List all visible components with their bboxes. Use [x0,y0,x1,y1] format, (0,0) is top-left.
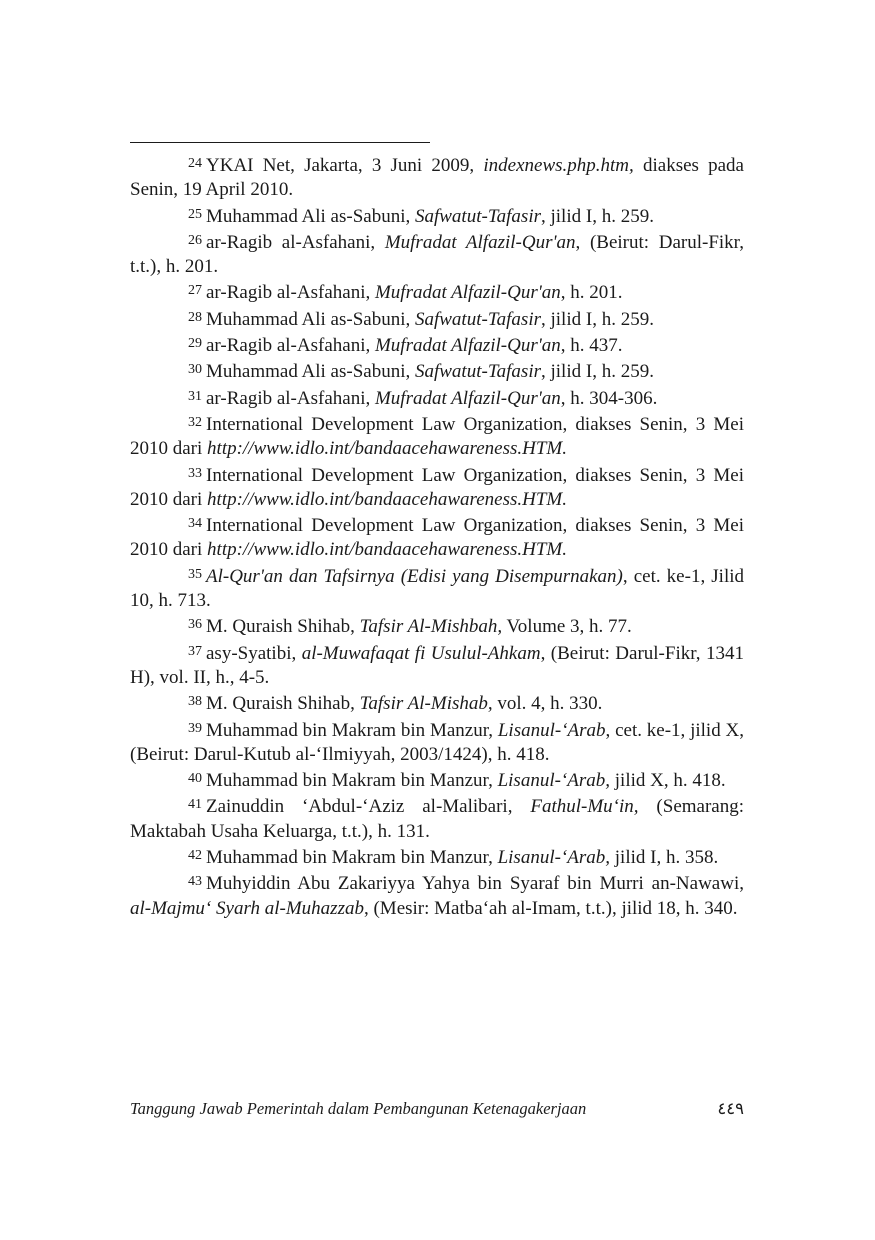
footnote-text: , h. 201. [560,282,623,304]
footnote-text: Muhyiddin Abu Zakariyya Yahya bin Syaraf bin Murri an-Nawawi, [206,873,744,895]
footnote-text: ar-Ragib al-Asfahani, [206,282,375,304]
footnote-title: al-Muwafaqat fi Usulul-Ahkam [301,642,541,664]
footnote-title: http://www.idlo.int/bandaacehawareness.HTM. [207,438,567,460]
footnote-number: 38 [188,694,202,710]
footnote-title: Mufradat Alfazil-Qur'an [374,335,561,357]
footnote-number: 26 [188,232,202,248]
footnote-text: , (Beirut: Darul-Fikr, t.t.), h. 201. [130,231,744,278]
footnote-title: Mufradat Alfazil-Qur'an [374,282,561,304]
footnote-27 [130,279,744,305]
footnote-39 [130,717,744,768]
footnote-text: Muhammad bin Makram bin Manzur, [206,719,498,741]
footnote-number: 41 [188,797,202,813]
footnote-text: vol. 4, h. 330. [492,693,603,715]
footnote-text: International Development Law Organization, diakses Senin, 3 Mei 2010 dari [130,464,744,510]
footnote-30 [130,358,744,384]
footnote-36 [130,613,744,639]
footnote-text: jilid X, h. 418. [610,770,726,792]
footnote-title: Tafsir Al-Mishbah, [359,616,503,638]
footnote-text: , jilid I, h. 259. [541,308,654,330]
footnotes-list [130,152,744,921]
footnote-41 [130,793,744,844]
footnote-separator-rule [130,142,430,143]
footnote-text: M. Quraish Shihab, [206,693,360,715]
footnote-40 [130,767,744,793]
footnote-number: 37 [188,643,202,659]
footnote-text: Muhammad bin Makram bin Manzur, [206,847,498,869]
footnote-number: 33 [188,465,202,481]
footnote-text: ar-Ragib al-Asfahani, [206,387,375,409]
footnote-text: M. Quraish Shihab, [206,616,360,638]
footnote-title: Lisanul-‘Arab, [497,847,611,869]
page-number: ٤٤٩ [717,1099,744,1118]
footnote-text: International Development Law Organization, diakses Senin, 3 Mei 2010 dari [130,515,744,561]
footnote-number: 32 [188,414,202,430]
footnote-number: 40 [188,771,202,787]
footnote-title: http://www.idlo.int/bandaacehawareness.HTM. [207,488,567,510]
footnote-title: Lisanul-‘Arab, [497,770,611,792]
footnote-25 [130,203,744,229]
footnote-text: Muhammad Ali as-Sabuni, [206,308,415,330]
footnote-title: Mufradat Alfazil-Qur'an [374,387,561,409]
footnote-number: 25 [188,206,202,222]
footnote-number: 34 [188,516,202,532]
footnote-number: 30 [188,362,202,378]
footnote-text: YKAI Net, Jakarta, 3 Juni 2009, [206,155,484,176]
footnote-text: , h. 437. [560,335,623,357]
footnote-28 [130,306,744,332]
footnote-text: ar-Ragib al-Asfahani, [206,335,375,357]
footnote-33 [130,462,744,513]
footnote-number: 36 [188,617,202,633]
footnote-31 [130,385,744,411]
footnote-number: 28 [188,309,202,325]
footnote-number: 39 [188,720,202,736]
footnote-number: 42 [188,848,202,864]
footnote-title: Safwatut-Tafasir [414,308,541,330]
page-footer [130,1099,744,1119]
footnote-text: , h. 304-306. [560,387,658,409]
footnote-text: Zainuddin ‘Abdul-‘Aziz al-Malibari, [206,796,531,818]
footnote-24 [130,152,744,203]
footnote-number: 24 [188,156,202,171]
running-title: Tanggung Jawab Pemerintah dalam Pembangunan Ketenagakerjaan [130,1099,587,1118]
footnote-text: jilid I, h. 358. [610,847,719,869]
footnote-number: 35 [188,566,202,582]
footnote-text: (Semarang: Maktabah Usaha Keluarga, t.t.), h. 131. [130,796,744,842]
footnote-title: Lisanul-‘Arab [497,719,606,741]
footnote-title: Safwatut-Tafasir [414,361,541,383]
footnote-number: 43 [188,874,202,890]
footnote-32 [130,411,744,462]
footnote-43 [130,870,744,921]
footnote-text: ar-Ragib al-Asfahani, [206,231,385,253]
footnote-text: diakses pada Senin, 19 April 2010. [130,155,744,201]
footnote-35 [130,563,744,614]
footnote-text: , jilid I, h. 259. [541,205,654,227]
footnote-text: , cet. ke-1, Jilid 10, h. 713. [130,565,744,612]
footnote-title: Mufradat Alfazil-Qur'an [384,231,576,253]
footnote-text: , jilid I, h. 259. [541,361,654,383]
footnote-text: , (Beirut: Darul-Fikr, 1341 H), vol. II, h., 4-5. [130,642,744,688]
footnote-42 [130,844,744,870]
footnote-title: indexnews.php.htm, [483,155,634,176]
footnote-26 [130,229,744,280]
footnote-title: Tafsir Al-Mishab, [359,693,493,715]
footnote-number: 31 [188,388,202,404]
footnote-title: http://www.idlo.int/bandaacehawareness.HTM. [207,539,567,561]
footnote-text: Muhammad Ali as-Sabuni, [206,361,415,383]
footnote-text: asy-Syatibi, [206,642,302,664]
footnote-title: Fathul-Mu‘in, [530,796,639,818]
footnote-37 [130,640,744,691]
footnote-title: Al-Qur'an dan Tafsirnya (Edisi yang Disempurnakan) [206,565,623,587]
footnote-text: International Development Law Organization, diakses Senin, 3 Mei 2010 dari [130,413,744,460]
footnote-title: al-Majmu‘ Syarh al-Muhazzab [130,897,364,919]
footnote-text: Muhammad bin Makram bin Manzur, [206,770,498,792]
footnote-text: Muhammad Ali as-Sabuni, [206,205,415,227]
footnote-text: , cet. ke-1, jilid X, (Beirut: Darul-Kutub al-‘Ilmiyyah, 2003/1424), h. 418. [130,719,744,765]
footnote-title: Safwatut-Tafasir [414,205,541,227]
footnote-29 [130,332,744,358]
footnote-text: , (Mesir: Matba‘ah al-Imam, t.t.), jilid 18, h. 340. [363,897,738,919]
footnote-number: 27 [188,283,202,299]
footnote-38 [130,690,744,716]
footnote-34 [130,512,744,563]
footnote-number: 29 [188,336,202,352]
footnote-text: Volume 3, h. 77. [502,616,632,638]
